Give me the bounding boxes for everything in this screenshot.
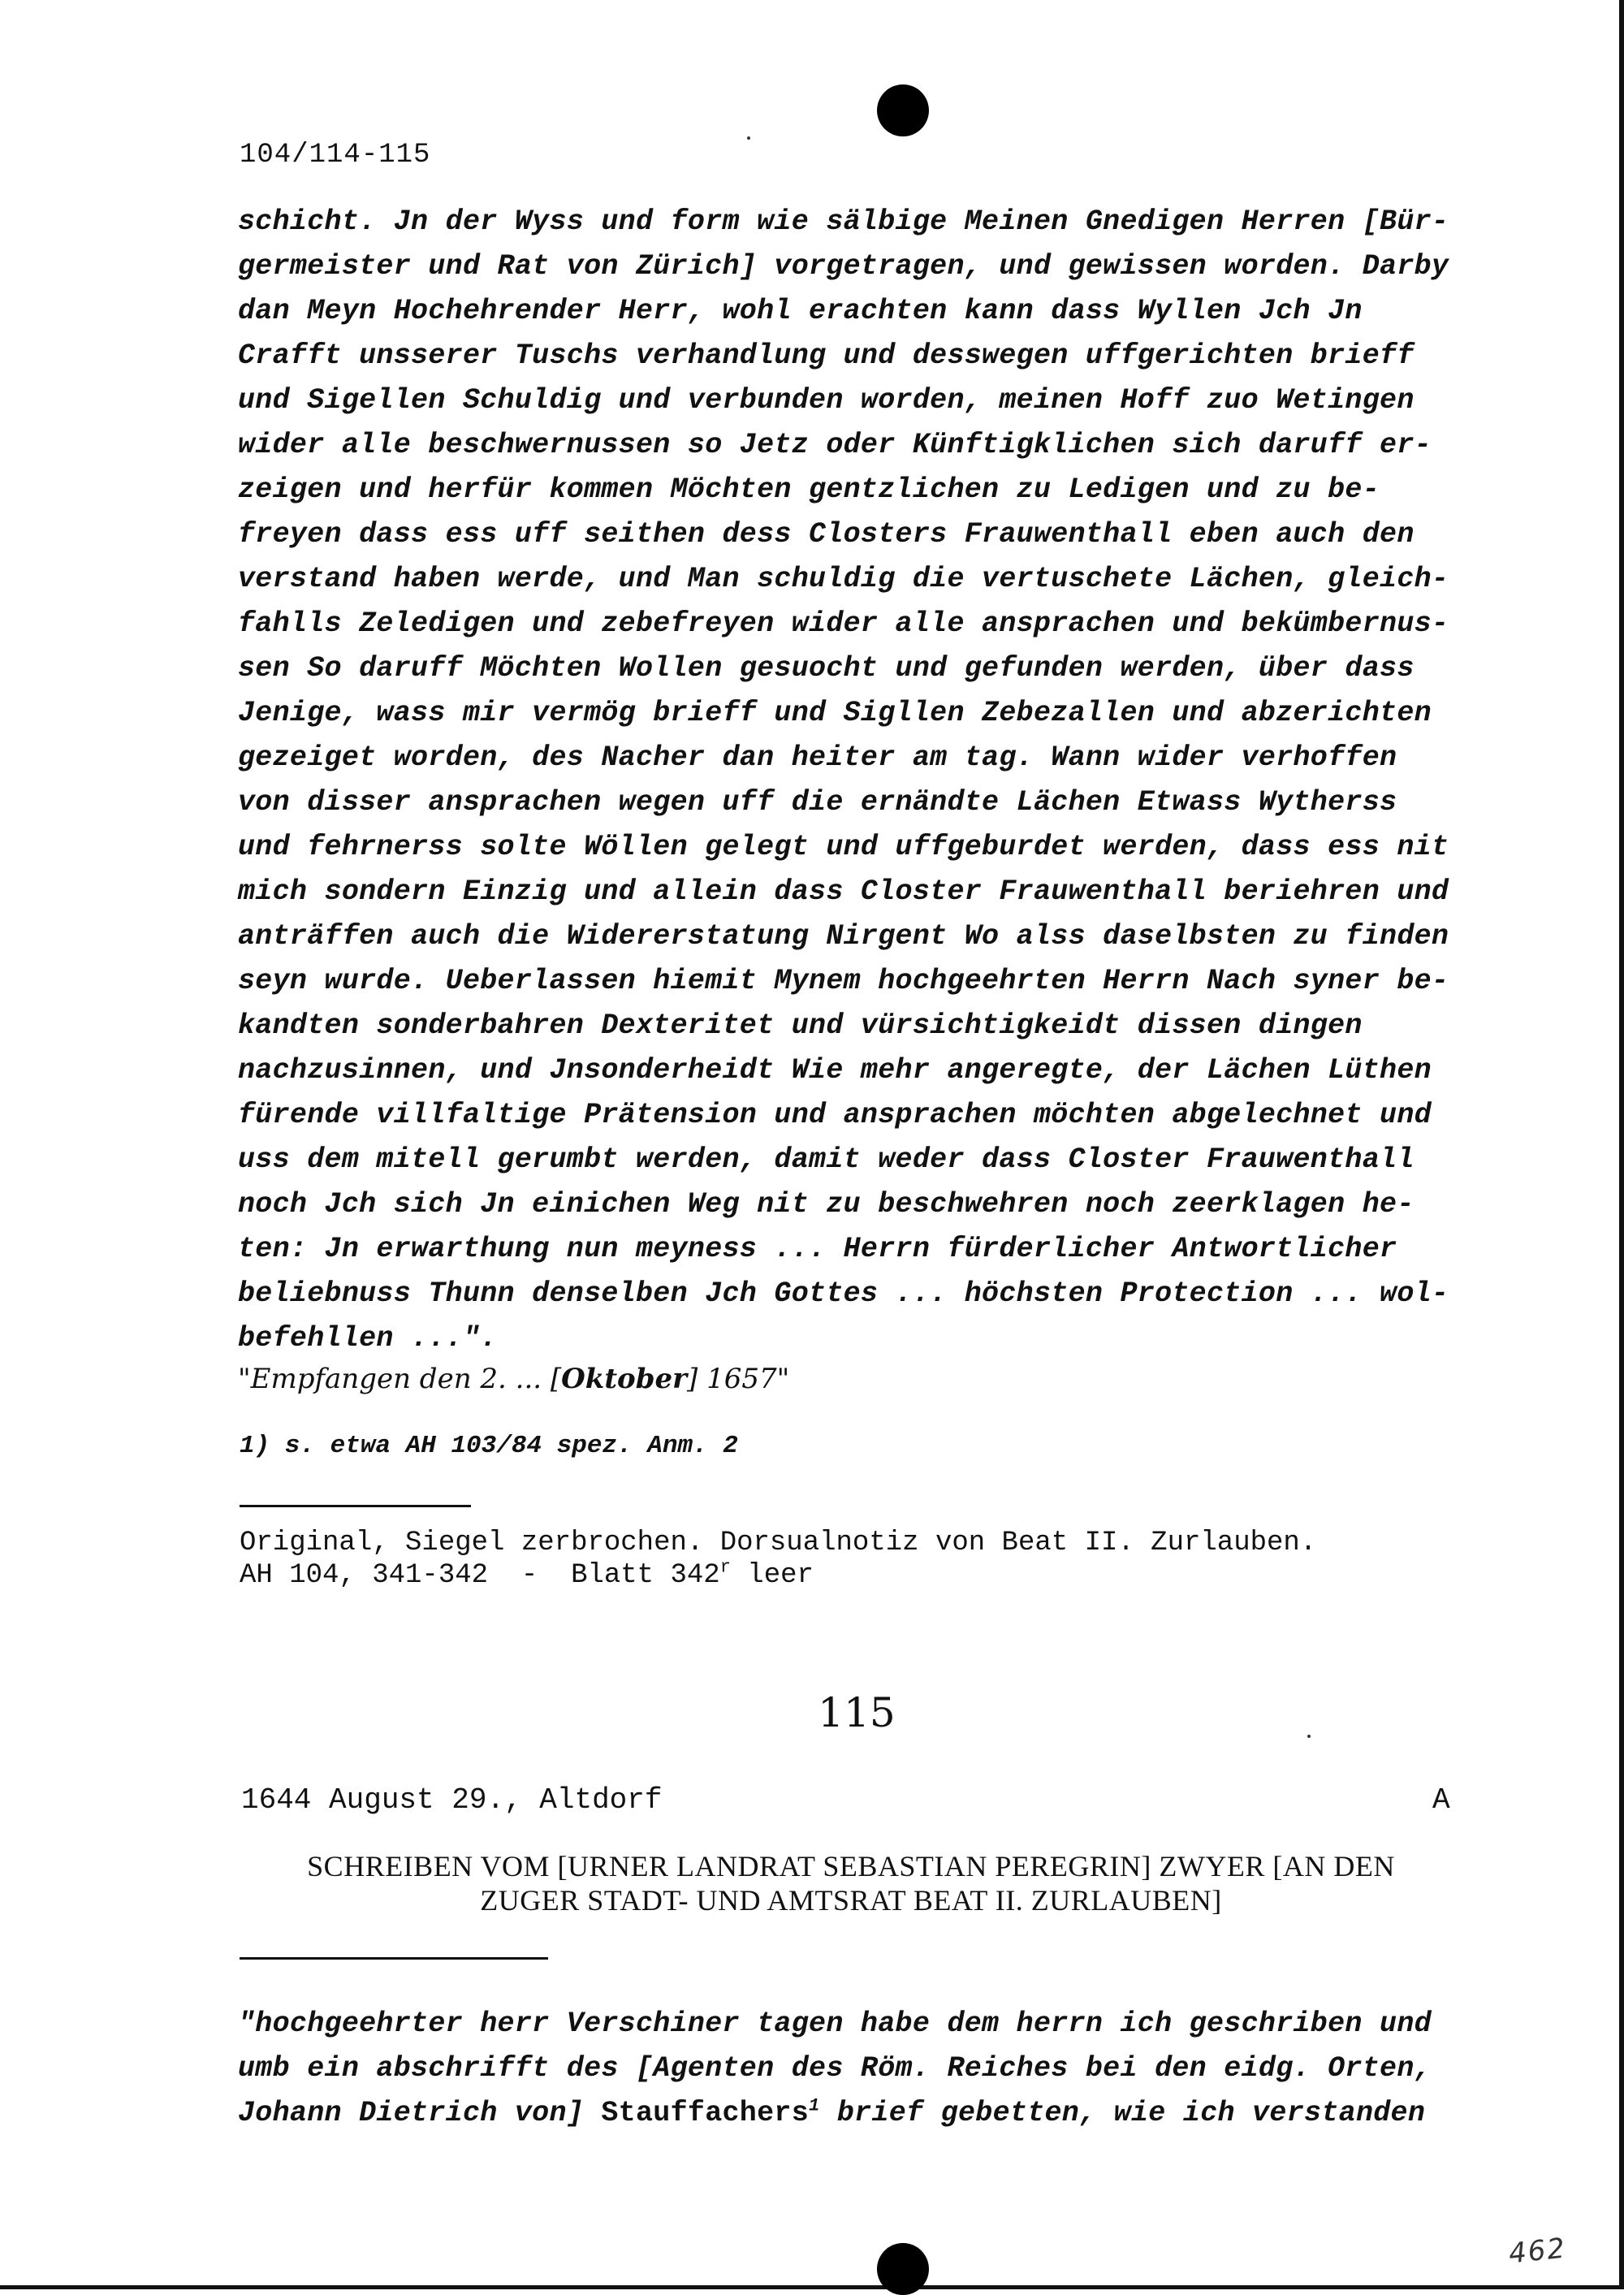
scan-border-bottom <box>0 2285 1624 2289</box>
document-marker: A <box>1432 1783 1450 1817</box>
continuation-text <box>238 200 1505 1361</box>
footnote: 1) s. etwa AH 103/84 spez. Anm. 2 <box>240 1432 738 1460</box>
text-line: kandten sonderbahren Dexteritet und vürsichtigkeidt dissen dingen <box>238 1009 1363 1042</box>
date-place: 1644 August 29., Altdorf <box>241 1783 663 1817</box>
text-line: ten: Jn erwarthung nun meyness ... Herrn fürderlicher Antwortlicher <box>238 1233 1397 1265</box>
title-divider <box>240 1957 548 1960</box>
text-line: wider alle beschwernussen so Jetz oder Künftigklichen sich daruff er- <box>238 429 1432 461</box>
punch-hole-bottom <box>877 2243 929 2295</box>
received-suffix: ] 1657" <box>687 1363 790 1395</box>
text-line: verstand haben werde, und Man schuldig die vertuschete Lächen, gleich- <box>238 563 1449 595</box>
source-note <box>240 1527 1316 1592</box>
title-line-2: ZUGER STADT- UND AMTSRAT BEAT II. ZURLAUBEN] <box>480 1884 1222 1917</box>
text-line: von disser ansprachen wegen uff die ernändte Lächen Etwass Wytherss <box>238 786 1397 819</box>
text-line: mich sondern Einzig und allein dass Closter Frauwenthall beriehren und <box>238 875 1449 908</box>
source-line-1: Original, Siegel zerbrochen. Dorsualnotiz von Beat II. Zurlauben. <box>240 1528 1317 1558</box>
received-prefix: "Empfangen den 2. ... [ <box>238 1363 562 1395</box>
received-note <box>238 1363 789 1395</box>
text-line: noch Jch sich Jn einichen Weg nit zu beschwehren noch zeerklagen he- <box>238 1188 1415 1221</box>
title-line-1: SCHREIBEN VOM [URNER LANDRAT SEBASTIAN PEREGRIN] ZWYER [AN DEN <box>307 1850 1395 1882</box>
text-line: und fehrnerss solte Wöllen gelegt und uffgeburdet werden, dass ess nit <box>238 831 1449 863</box>
letter-line-3-start: Johann Dietrich von] <box>238 2097 602 2129</box>
scan-border-right <box>1619 0 1624 2289</box>
text-line: freyen dass ess uff seithen dess Closters Frauwenthall eben auch den <box>238 518 1415 551</box>
text-line: uss dem mitell gerumbt werden, damit weder dass Closter Frauwenthall <box>238 1143 1415 1176</box>
footnote-marker: 1 <box>809 2095 820 2116</box>
letter-line: "hochgeehrter herr Verschiner tagen habe dem herrn ich geschriben und <box>238 2008 1432 2040</box>
source-line-2-sup: r <box>719 1557 731 1578</box>
text-line: nachzusinnen, und Jnsonderheidt Wie mehr angeregte, der Lächen Lüthen <box>238 1054 1432 1087</box>
text-line: dan Meyn Hochehrender Herr, wohl erachten kann dass Wyllen Jch Jn <box>238 295 1363 327</box>
text-line: zeigen und herfür kommen Möchten gentzlichen zu Ledigen und zu be- <box>238 473 1380 506</box>
document-number: 115 <box>818 1689 896 1736</box>
scan-speck <box>1307 1735 1311 1738</box>
text-line: Crafft unsserer Tuschs verhandlung und desswegen uffgerichten brieff <box>238 339 1415 372</box>
document-title <box>238 1849 1464 1917</box>
letter-line: umb ein abschrifft des [Agenten des Röm. Reiches bei den eidg. Orten, <box>238 2052 1432 2085</box>
handwritten-page-number: 462 <box>1507 2232 1568 2271</box>
page-reference: 104/114-115 <box>240 140 431 171</box>
text-line: germeister und Rat von Zürich] vorgetragen, und gewissen worden. Darby <box>238 250 1449 283</box>
letter-name-stauffacher: Stauffachers <box>601 2097 810 2129</box>
letter-text <box>238 2002 1505 2136</box>
scan-speck <box>747 136 750 140</box>
text-line: seyn wurde. Ueberlassen hiemit Mynem hochgeehrten Herrn Nach syner be- <box>238 965 1449 997</box>
punch-hole-top <box>877 84 929 136</box>
text-line: anträffen auch die Widererstatung Nirgent Wo alss daselbsten zu finden <box>238 920 1449 953</box>
text-line: fürende villfaltige Prätension und ansprachen möchten abgelechnet und <box>238 1099 1432 1131</box>
received-month: Oktober <box>561 1363 688 1395</box>
text-line: befehllen ...". <box>238 1322 498 1355</box>
letter-line <box>238 2091 1505 2136</box>
text-line: gezeiget worden, des Nacher dan heiter am tag. Wann wider verhoffen <box>238 741 1397 774</box>
text-line: fahlls Zeledigen und zebefreyen wider alle ansprachen und bekümbernus- <box>238 607 1449 640</box>
text-line: schicht. Jn der Wyss und form wie sälbige Meinen Gnedigen Herren [Bür- <box>238 205 1449 238</box>
source-line-2 <box>240 1559 1316 1592</box>
text-line: sen So daruff Möchten Wollen gesuocht und gefunden werden, über dass <box>238 652 1415 685</box>
text-line: und Sigellen Schuldig und verbunden worden, meinen Hoff zuo Wetingen <box>238 384 1415 417</box>
source-line-2-text: AH 104, 341-342 - Blatt 342 <box>240 1560 720 1591</box>
text-line: Jenige, wass mir vermög brieff und Sigllen Zebezallen und abzerichten <box>238 697 1432 729</box>
text-line: beliebnuss Thunn denselben Jch Gottes ... höchsten Protection ... wol- <box>238 1277 1449 1310</box>
footnote-divider <box>240 1505 471 1507</box>
letter-line-3-end: brief gebetten, wie ich verstanden <box>819 2097 1426 2129</box>
source-line-2-end: leer <box>730 1560 814 1591</box>
